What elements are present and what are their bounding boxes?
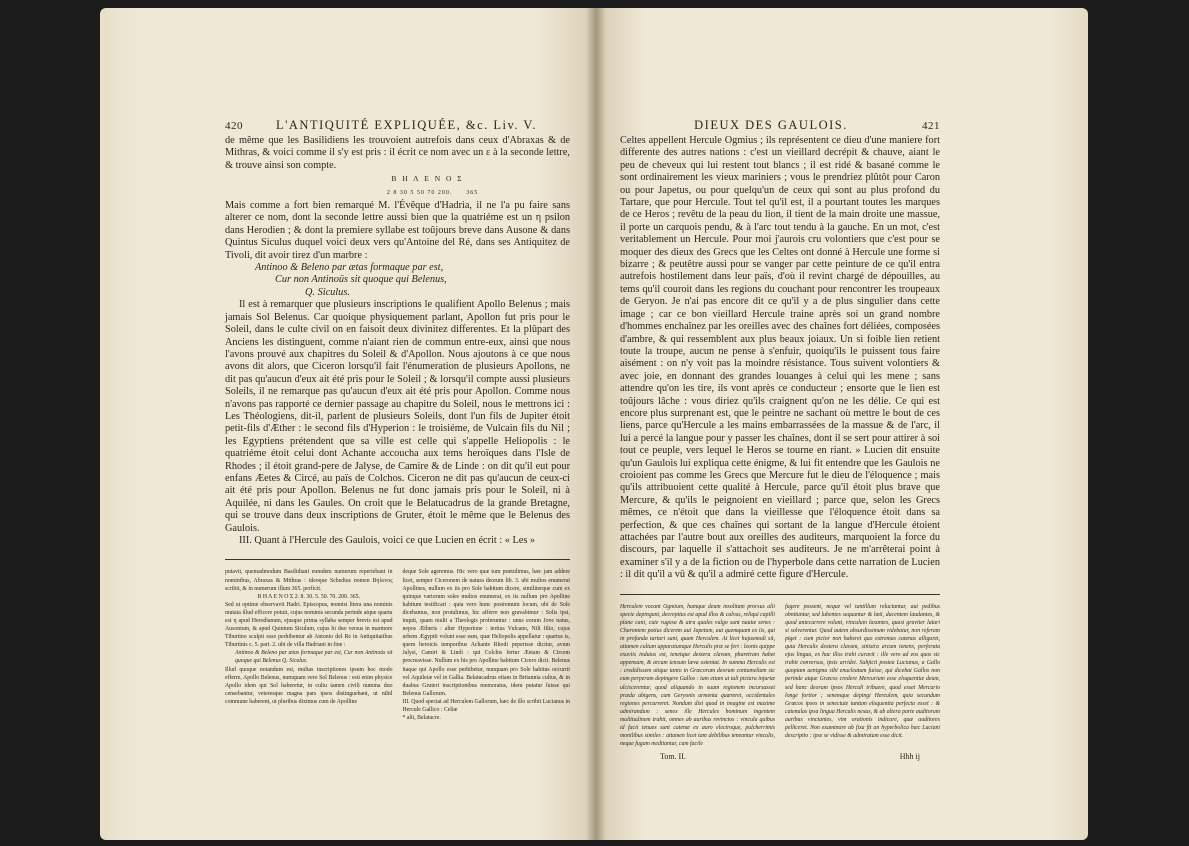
left-main-text bbox=[225, 135, 570, 547]
left-page-number: 420 bbox=[225, 120, 243, 132]
left-paragraph-1: de même que les Basilidiens les trouvoient autrefois dans ceux d'Abraxas & de Mithras, & voici comme il s'y est pris : il écrit ce nom avec un ε à la seconde lettre, & trouve ainsi son compte. bbox=[225, 135, 570, 171]
poem-author: Q. Siculus. bbox=[305, 286, 350, 298]
tome-label: Tom. II. bbox=[660, 752, 686, 762]
right-page-content bbox=[620, 118, 940, 761]
right-footnote-col-1: Herculem vocant Ogmium, humque deum insolitam prorsus alii specie depingunt, decrepitus est apud illos & calvus, reliqui capilli plane cani, cute rugosa & atra quales vulgo sunt nautæ senes : Charontem potius dicerem aut Japetum, aut quemquam ex iis, qui in profunda tartari sunt, quam Herculem. At licet hujusmodi sit, attamen cultum apparatumque Herculis præ se fert : leonis quippe exuviis indutus est, tenetque dextera clavam, pharetram habet appensam, & arcum tensum læva ostentat. In summa Herculis est : credidissem utique tanto in Græcorum deorum contumeliam sic eum perperam depingere Gallos : tum etiam ut tali pictura injuriæ ulciscerentur, quod aliquando in suam regionem incursasset præda abigens, cum Geryonis armenta quæreret, occidentales regiones percurreret. Nondum dixi quod in imagine est maxime admirandum : senex ille Hercules hominum ingentem multitudinem trahit, omnes ab auribus revinctos : vincula quibus id facit tenues sunt catenæ ex auro electroque, pulcherrimis monilibus similes : attamen licet tam debilibus teneantur vinculis, neque fugam meditantur, cum facile bbox=[620, 603, 775, 748]
right-footnote-col-2: fugere possent, neque vel tantillum reluctantur, aut pedibus obnituntur, sed lubentes sequuntur & læti, ducentem laudantes, & quod antecurrere volunt, vinculum laxantes, quasi graviter laturi si solverentur. Quod autem absurdissimum videbatur, non referam piget : cum pictor non haberet quo extremas catenas alligaret, quia Herculis dextera clavam, sinistra arcum tenens, perforata ejus lingua, ex hac illos trahi curavit : ille vero ad eos quos sic trahit conversus, ipsis arridet. Subjicit postea Lucianus, a Gallo quopiam aenigma sibi enucleatum fuisse, qui dicebat Gallos non perinde atque Græcos credere Mercurium esse eloquentiæ deum, sed hanc deorum ipsos Herculi tribuere, quod esset Mercurio longe fortior ; senemque depingi Herculem, quia secundum Græcos ipsos in senectute tantum eloquentia perfecta esset : & catenulas ipsa lingua Herculis nexas, & ab altera parte auditorum auribus vinciantes, vim orationis indicare, quæ auditores pelliceret. Non examinare ab fixa fit an hyperbolica hæc Luciani descriptio : ipse se vidisse & admiratum esse dicit. bbox=[785, 603, 940, 740]
right-running-title: DIEUX DES GAULOIS. bbox=[694, 118, 848, 132]
left-footnote-col-2: deque Sole ageremus. Hic vero quæ tum prætulimus, hæc jam addere licet, semper Ciceronem de natura deorum lib. 3. ubi multos enumerat Apollines, nullum ex iis pro Sole habitum dicere, similiterque cum ex quinque variorum soles multos enumerat, ex iis nullum pro Apolline habitum testificari : quia vero hunc postremum locum, ubi de Sole dicebamus, non protulimus, hic afferre non gravabimur : Solis ipsi, inquit, quam multi a Theologis proferuntur : unus eorum Jove natus, nepos Ætheris : alter Hyperione : tertius Vulcano, Nili filio, cujus urbem Ægyptii volunt esse eam, quæ Heliopolis appellatur : quartus is, quem heroicis temporibus Achante Rhodi peperisse dicitur, avum Jalysi, Camiri & Lindi : qui Colchis fertur Æetam & Circem procreavisse. Nullum ex his pro Apolline habitum Cicero dicit. Belenus itaque qui Apollo esse perhibetur, nunquam pro Sole habitus occurrit vel Aquileiæ vel in Gallia. Belatucadrus etiam in Britannia cultus, & in duabus Gruteri inscriptionibus memoratus, idem putatur fuisse qui Belenus Gallorum. III. Quod spectat ad Herculem Gallorum, hæc de illo scribit Lucianus in Hercule Gallico : Celtæ * alii, Belatucre. bbox=[402, 569, 570, 722]
left-running-head bbox=[225, 118, 570, 133]
right-page-footer bbox=[620, 752, 940, 761]
left-paragraph-3: Il est à remarquer que plusieurs inscriptions le qualifient Apollo Belenus ; mais jamais Sol Belenus. Car quoique physiquement parlant, Apollon fut pris pour le Soleil, dans le culte civil on en faisoit deux divinitez differentes. Et la plûpart des Anciens les distinguent, comme n'aiant rien de commun entre-eux, ainsi que nous l'avons prouvé aux chapitres du Soleil & d'Apollon. Nous ajoutons à ce que nous avons dit alors, que Ciceron lorsqu'il fait l'énumeration de plusieurs Apollons, ne dit pas qu'aucun d'eux ait été pris pour le Soleil ; & lorsqu'il compte aussi plusieurs Soleils, il ne remarque pas qu'aucun d'eux ait été pris pour Apollon. Comme nous n'avons pas rapporté ce dernier passage au chapitre du Soleil, nous le mettrons ici : Les Théologiens, dit-il, parlent de plusieurs Soleils, dont l'un fils de Jupiter étoit petit-fils d'Æther : le second fils d'Hyperion : le troisiéme, de Vulcain fils du Nil ; les Egyptiens prétendent que sa ville est celle qui s'appelle Heliopolis : le quatriéme étoit celui dont Achante accoucha aux tems heroïques dans l'Isle de Rhodes ; il étoit grand-pere de Jalyse, de Camire & de Linde : on dit qu'il eut pour enfans Æetes & Circé, au païs de Colchos. Ciceron ne dit pas qu'aucun de ceux-ci ait été pris pour Apollon. Belenus ne fut donc jamais pris pour le Soleil, ni à Aquilée, ni dans les Gaules. On croit que le Belatucadrus de la grande Bretagne, qui se trouve dans deux inscriptions de Gruter, étoit le même que le Belenus des Gaulois. bbox=[225, 299, 570, 534]
right-paragraph-1: Celtes appellent Hercule Ogmius ; ils représentent ce dieu d'une maniere fort differente des autres nations : c'est un vieillard decrépit & chauve, aiant le peu de cheveux qui lui restent tout blancs ; il est ridé & basané comme le sont ordinairement les vieux mariniers ; vous le prendriez plûtôt pour Caron ou pour Japetus, ou pour quelqu'un de ceux qui sont au plus profond du Tartare, que pour Hercule. Tout tel qu'il est, il a pourtant toutes les marques de ce Heros ; revêtu de la peau du lion, il tient de la main droite une massue, il porte un carquois pendu, & à l'arc tout tendu à la gauche. En un mot, c'est veritablement un Hercule. Pour moi j'aurois cru volontiers que c'est pour se moquer des dieux des Grecs que les Celtes ont donné à Hercule une forme si bizarre ; & peutêtre aussi pour se vanger par cette peinture de ce qu'il entra autrefois hostilement dans leur païs, d'où il revint chargé de dépouilles, au tems qu'il couroit dans les regions du couchant pour rencontrer les troupeaux de Geryon. Je n'ai pas encore dit ce qu'il y a de plus singulier dans cette image ; car ce bon vieillard Hercule traine après soi un grand nombre d'hommes enchaînez par les oreilles avec des chaînes fort déliées, composées d'ambre, & qui ressemblent aux plus beaux joiaux. Un si foible lien retient toute la troupe, aucun ne pense à s'enfuir, quoiqu'ils le puissent tous faire aisément : on n'y voit pas la moindre résistance. Tous suivent volontiers & avec joie, en donnant des grandes louanges à celui qui les mene ; sans attendre qu'on les tire, ils vont après ce conducteur ; ensorte que le lien est toûjours lâche : vous diriez qu'ils craignent qu'on ne les délie. Ce qui est encore plus surprenant est, que le peintre ne sachant où mettre le bout de ces liens, parce qu'Hercule a les mains embarrassées de la massue & de l'arc, il lui a percé la langue pour y passer les chaînes, dont il se sert pour attirer à soi tout ce peuple, vers lequel le Heros se tourne en riant. » Lucien dit ensuite qu'un Gaulois lui expliqua cette énigme, & lui fit entendre que les Gaulois ne croioient pas comme les Grecs que Mercure fut le dieu de l'éloquence ; mais qu'ils attribuoient cette qualité à Hercule, parce qu'il étoit plus brave que Mercure, & qu'ils le peignoient en vieillard ; parce que, selon les Grecs mêmes, ce n'étoit que dans la vieillesse que l'éloquence étoit dans sa perfection, & que ces chaînes qui sortant de la langue d'Hercule étoient attachées par l'autre bout aux oreilles des auditeurs, marquoient la force du discours, par laquelle il s'attachoit ses auditeurs. Je ne m'arrêterai point à examiner s'il y a de la fiction ou de l'hyperbole dans cette narration de Lucien : il dit qu'il a vû & qu'il a admiré cette figure d'Hercule. bbox=[620, 135, 940, 581]
poem-line-1: Antinoo & Beleno par ætas formaque par est, bbox=[255, 262, 444, 274]
poem-line-2: Cur non Antinoüs sit quoque qui Belenus, bbox=[275, 274, 447, 286]
book-gutter bbox=[586, 8, 606, 840]
right-footnotes bbox=[620, 603, 940, 749]
right-footnote-rule bbox=[620, 594, 940, 595]
right-running-head bbox=[620, 118, 940, 133]
greek-word: Β Η Λ Ε Ν Ο Σ 2 8 30 5 50 70 200. 365 bbox=[386, 174, 479, 196]
signature-mark: Hhh ij bbox=[899, 752, 920, 762]
left-footnotes bbox=[225, 568, 570, 722]
right-page-number: 421 bbox=[922, 120, 940, 132]
left-running-title: L'ANTIQUITÉ EXPLIQUÉE, &c. Liv. V. bbox=[276, 118, 537, 132]
greek-numbers: 2 8 30 5 50 70 200. bbox=[386, 189, 453, 196]
left-paragraph-2: Mais comme a fort bien remarqué M. l'Évêque d'Hadria, il ne l'a pu faire sans alterer ce nom, dont la seconde lettre aussi bien que la quatriéme est un η psilon dans Herodien ; & dont la premiere syllabe est toûjours breve dans Ausone & dans Quintus Siculus duquel voici deux vers qu'Antoine del Ré, dans ses Antiquitez de Tivoli, dit avoir tirez d'un marbre : bbox=[225, 200, 570, 261]
left-paragraph-4: III. Quant à l'Hercule des Gaulois, voici ce que Lucien en écrit : « Les » bbox=[239, 535, 536, 546]
left-page-content bbox=[225, 118, 570, 722]
latin-poem bbox=[225, 262, 570, 299]
left-footnote-col-1: putavit, quemadmodum Basilidiani eumdem numerum reperiebant in nominibus, Abraxas & Mithras : ideoque Schedius nomen Βηλενος scribit, & in numerum illum 365. perficit. Β Η Λ Ε Ν Ο Σ 2. 8. 30. 5. 50. 70. 200. 365. Sed ut optime observavit Hadri. Episcopus, nonnisi litera una nominis mutata illud efficere potuit, cujus nominis secunda perinde atque quarta est η apud Herodianum, ejusque prima syllaba semper brevis est apud Ausonium, & apud Quintum Siculum, cujus hi duo versus in marmore Tiburtino sculpti esse perhibentur ab Antonio del Re in Antiquitatibus Tiburtinis c. 5. part. 2. ubi de villa Hadriani in fine : Antinoo & Beleno par ætas formaque par est, Cur non Antinoüs sit quoque qui Belenus Q. Siculus. Illud quoque notandum est, multas inscriptiones ipsum hoc modo efferre, Apollo Belenus, numquam vero Sol Belenus : esti enim physice Apollo idem qui Sol haberetur, in cultu tamen civili numina duo censebantur, veteresque magna pars ipsos distinguebant, ut nihil commune haberent, ut pluribus diximus cum de Apolline bbox=[225, 569, 393, 705]
right-main-text bbox=[620, 135, 940, 582]
left-footnote-rule bbox=[225, 559, 570, 560]
greek-total: 365 bbox=[466, 189, 479, 196]
